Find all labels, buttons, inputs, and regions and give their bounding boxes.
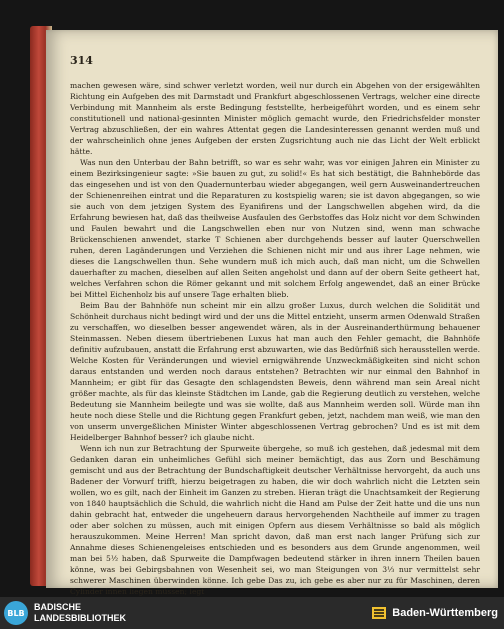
paragraph: Beim Bau der Bahnhöfe nun scheint mir ein allzu großer Luxus, durch welchen die Solidität und Schönheit durchaus nicht bedingt wird und der uns die Mittel entzieht, unserm armen Odenwald Straßen zu verschaffen, wo dieselben besser angewendet wären, als in der Ausreinanderthürmung behauener Steinmassen. Neben diesem übertriebenen Luxus hat man auch den Fehler gemacht, die Bahnhöfe definitiv aufzubauen, anstatt die Erfahrung erst abzuwarten, wie das Bedürfniß sich herausstellen werde. Welche Kosten für Veränderungen und wieviel ernigwährende Unzweckmäßigkeiten sind nicht schon daraus entstanden und werden noch daraus entstehen? Betrachten wir nur einmal den Bahnhof in Mannheim; er gibt für das Gesagte den schlagendsten Beweis, denn während man sein Areal nicht größer machte, als für das kleinste Städtchen im Lande, gab die Regierung deutlich zu verstehen, welche Bedeutung sie Mannheim beilegte und was sie wollte, daß aus Mannheim werden soll. Würde man ihn heute noch diese Stelle und die Richtung gegen Frankfurt geben, jetzt, nachdem man weiß, wie man den von unserm unvergeßlichen Minister Winter abgeschlossenen Vertrag gebrochen? Und es ist mit dem Heidelberger Bahnhof besser? ich glaube nicht. (70, 301, 480, 442)
blb-name (34, 602, 126, 624)
page-text (70, 80, 480, 597)
bw-branding[interactable] (371, 605, 498, 621)
bw-lions-icon (371, 605, 387, 621)
page-number: 314 (70, 54, 93, 67)
blb-logo-icon: BLB (4, 601, 28, 625)
blb-name-line2: LANDESBIBLIOTHEK (34, 613, 126, 623)
paragraph: machen gewesen wäre, sind schwer verletzt worden, weil nur durch ein Abgehen von der ersigewählten Richtung ein Aufgeben des mit Darmstadt und Frankfurt abgeschlossenen Vertrags, welcher eine directe Verbindung mit Mannheim als erste Bedingung feststellte, herbeigeführt worden, und es einem sehr constitutionell und national-gesinnten Minister möglich gemacht wurde, den Friedrichsfelder monster Vertrag abzuschließen, der ein wahres Attentat gegen die Landesinteressen genannt werden muß und der wahrscheinlich ohne jenes Aufgeben der ersten Zugsrichtung auch nie das Licht der Welt erblickt hätte. (70, 81, 480, 156)
book-page (46, 30, 498, 596)
paragraph: Wenn ich nun zur Betrachtung der Spurweite übergehe, so muß ich gestehen, daß jedesmal mit dem Gedanken daran ein unheimliches Gefühl sich meiner bemächtigt, das aus Zorn und Beschämung gemischt und aus der Betrachtung der Bundschaftigkeit deutscher Verhältnisse hervorgeht, da auch uns Badener der Vorwurf trifft, hierzu beigetragen zu haben, die wir doch wahrlich nicht die Letzten sein wollen, wo es gilt, nach der Einheit im Ganzen zu streben. Hieran trägt die Unachtsamkeit der Regierung von 1840 hauptsächlich die Schuld, die wahrlich nicht die Hand am Pulse der Zeit hatte und die uns nun dahin gebracht hat, entweder die ungeheuern daraus hervorgehenden Nachtheile auf immer zu tragen oder aber solchen zu müssen, auch mit einigen Opfern aus diesem Verhältnisse so bald als möglich herauszukommen. Meine Herren! Man spricht davon, daß man erst nach langer Prüfung sich zur Annahme dieses Schienengeleises entschieden und es besonders aus dem Grunde angenommen, weil man bei 5½ haben, daß Spurweite die Dampfwagen bedeutend stärker in ihren innern Theilen bauen könne, was bei Gebirgsbahnen von Wesenheit sei, wo man Steigungen von 3⅓ nur vermittelst sehr schwerer Maschinen überwinden könne. Ich gebe Das zu, ich gebe es aber nur zu für Maschinen, deren Cylinder innen liegen müssen; legt (70, 444, 480, 596)
blb-branding[interactable] (4, 601, 126, 625)
paragraph: Was nun den Unterbau der Bahn betrifft, so war es sehr wahr, was vor einigen Jahren ein Minister zu einem Bezirksingenieur sagte: »Sie bauen zu gut, zu solid!« Es hat sich bestätigt, die Bahnhebörde das das eingesehen und ist von den Quadernunterbau wieder abgegangen, weil gern Ausweinandertreuchen der Schienenreihen eintrat und die Reparaturen zu kostspielig waren; sie ist davon abgegangen, so wie sie auch von dem jetzigen System des Eyanifirens und der Langschwellen abgehen wird, da die Erfahrung bewiesen hat, daß das theilweise Ausfaulen des Gerbstoffes das Holz nicht vor dem Schwinden und Faulen bewahrt und die Langschwellen eben nur von Nutzen sind, wenn man schwache Brückenschienen anwendet, starke T Schienen aber durchgehends besser auf lauter Querschwellen ruhen, deren Lagänderungen und Verziehen die Schienen nicht mir und aus ihrer Lage nehmen, wie dieses die Langschwellen thun. Sehe wundern muß ich mich auch, daß man nicht, um die Schwellen dauerhafter zu machen, dieselben auf allen Seiten angeholst und dann auf der obern Seite getheert hat, welches Verfahren schon die Römer gekannt und mit solchem Erfolg angewendet, daß an einer Brücke bei Mittel Eichenholz bis auf unsere Tage erhalten blieb. (70, 158, 480, 299)
blb-name-line1: BADISCHE (34, 602, 82, 612)
footer-bar (0, 597, 504, 629)
bw-name: Baden-Württemberg (392, 607, 498, 619)
